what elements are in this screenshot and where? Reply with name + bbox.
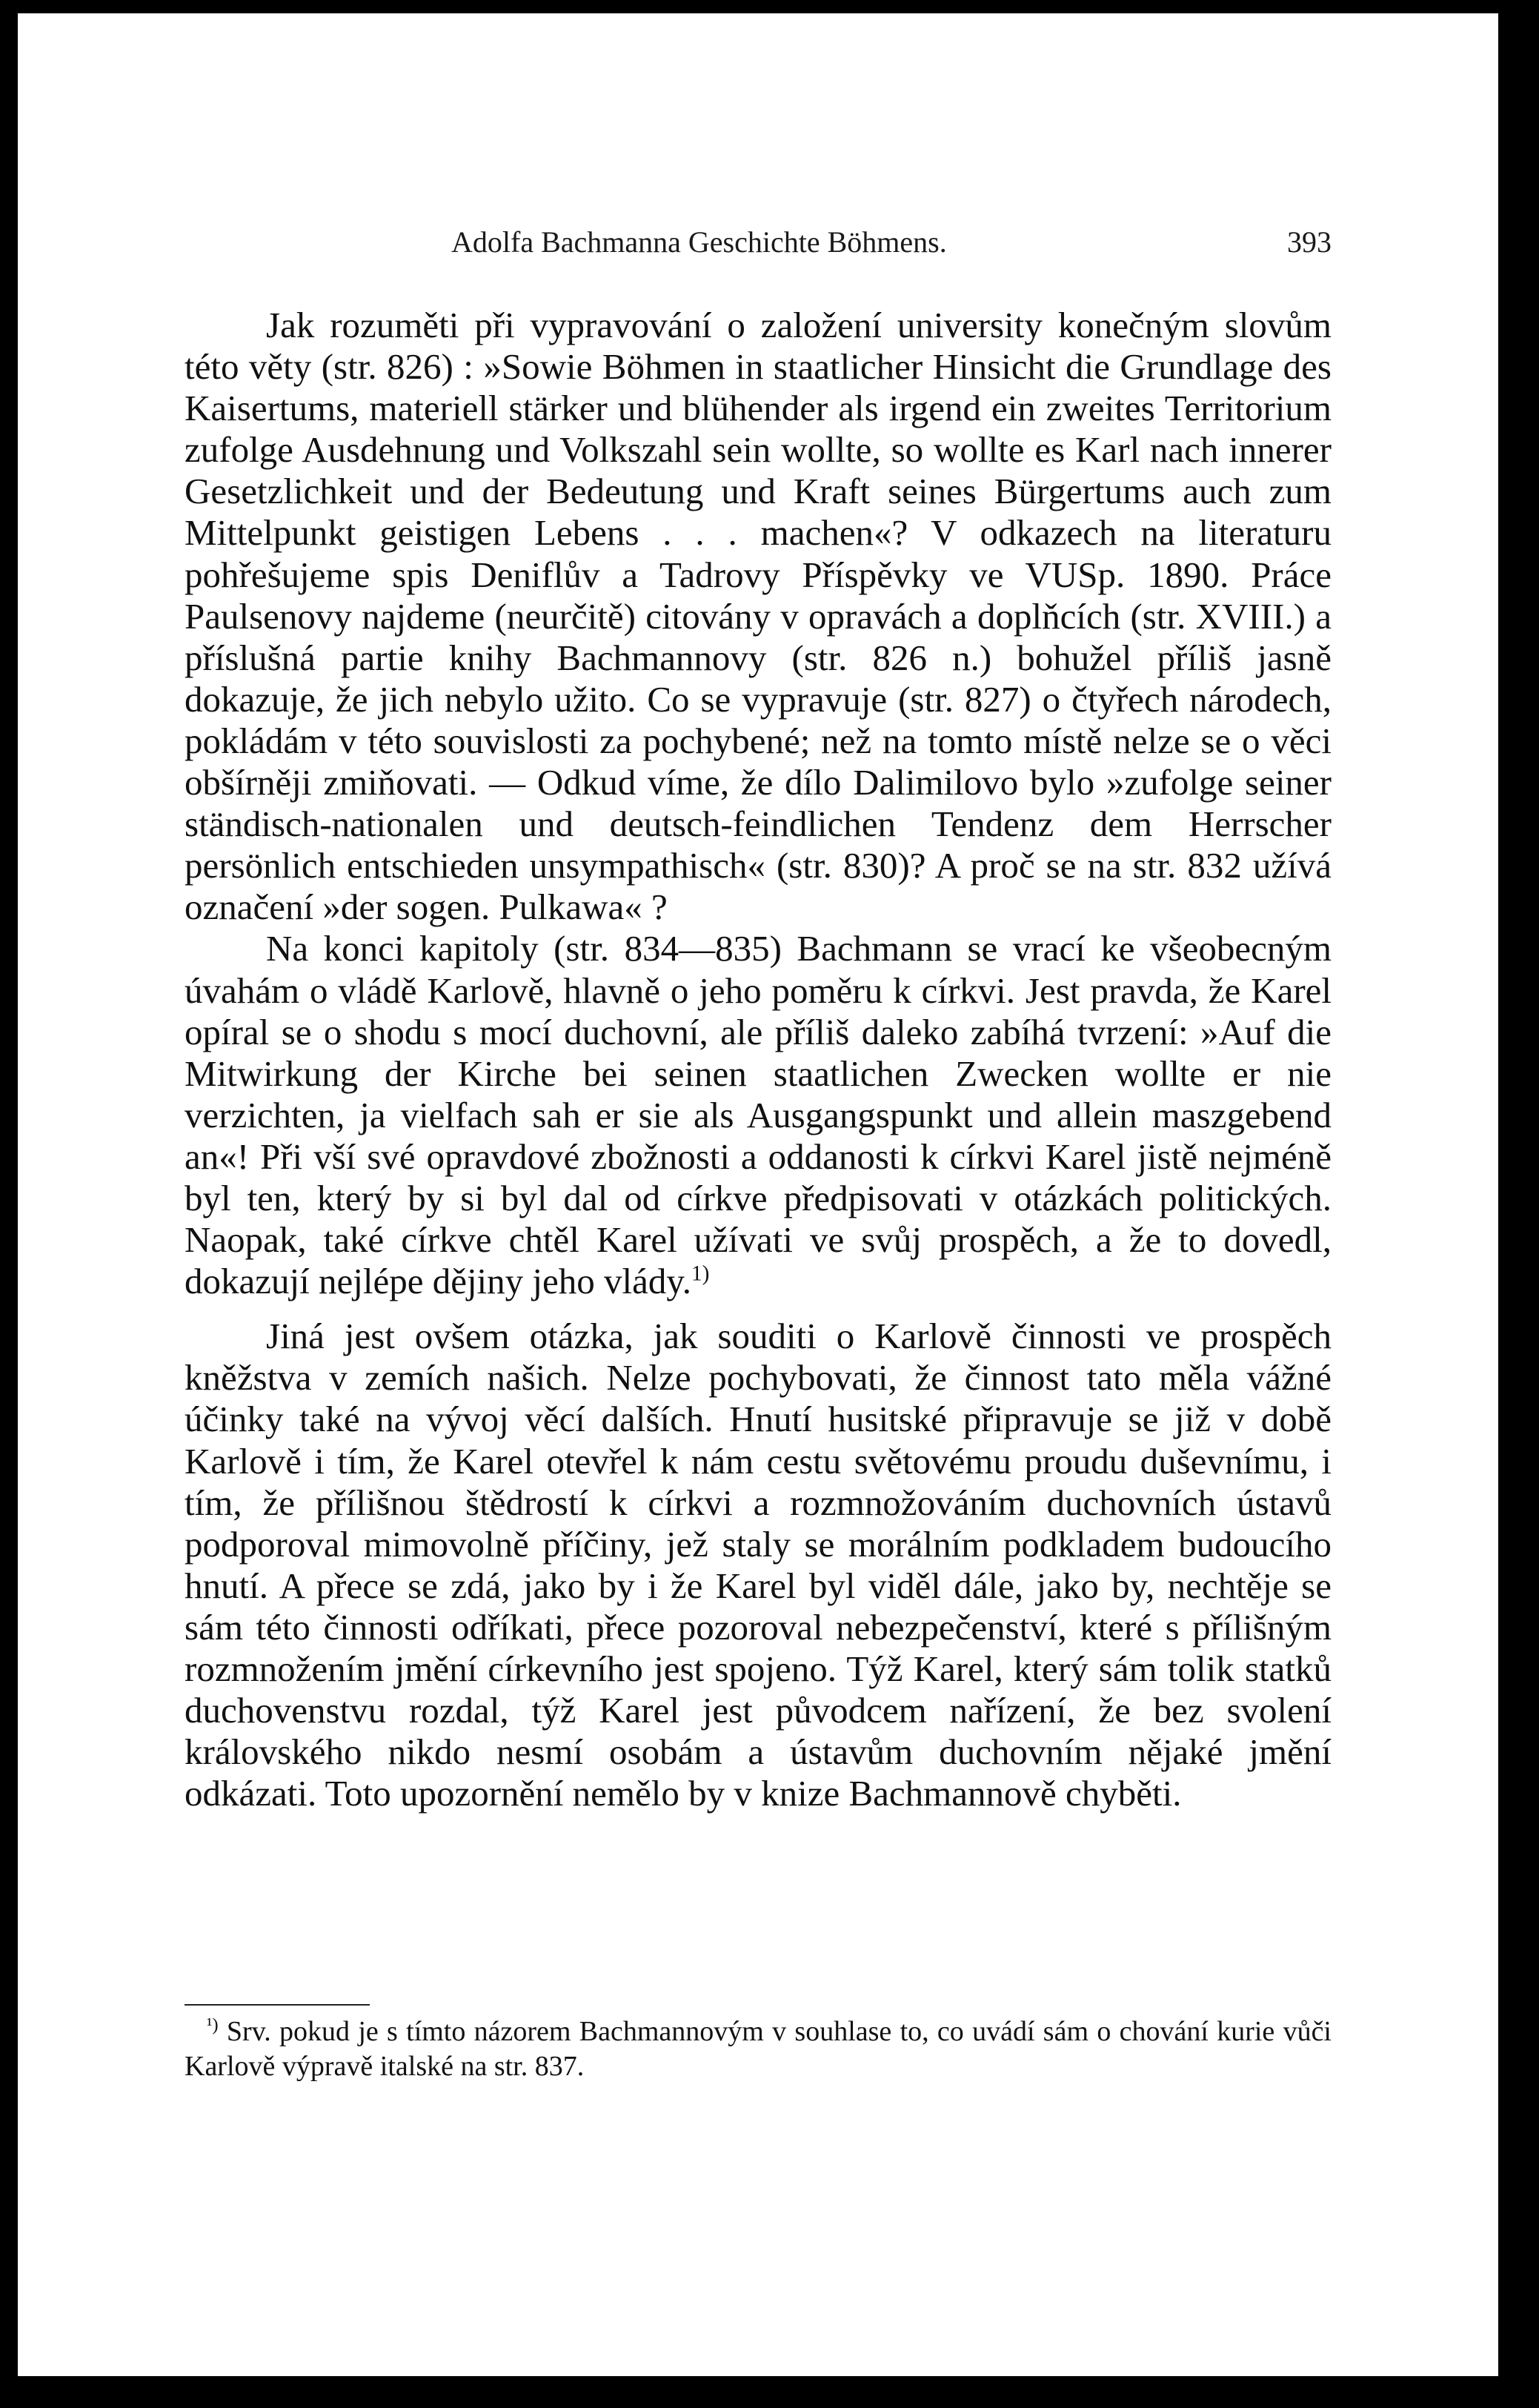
footnote-marker: ¹): [207, 2014, 219, 2035]
page-number: 393: [1287, 225, 1332, 259]
scanned-page: [18, 13, 1498, 2376]
footnote: [185, 2014, 1332, 2084]
footnotes: [185, 2014, 1332, 2084]
footnote-text: Srv. pokud je s tímto názorem Bachmannovým v souhlase to, co uvádí sám o chování kurie vůči Karlově výpravě italské na str. 837.: [185, 2016, 1332, 2082]
paragraph: Jak rozuměti při vypravování o založení university konečným slovům této věty (str. 826) : »Sowie Böhmen in staatlicher Hinsicht die Grundlage des Kaisertums, materiell stärker und blühender als irgend ein zweites Territorium zufolge Ausdehnung und Volkszahl sein wollte, so wollte es Karl nach innerer Gesetzlichkeit und der Bedeutung und Kraft seines Bürgertums auch zum Mittelpunkt geistigen Lebens . . . machen«? V odkazech na literaturu pohřešujeme spis Deniflův a Tadrovy Příspěvky ve VUSp. 1890. Práce Paulsenovy najdeme (neurčitě) citovány v opravách a doplňcích (str. XVIII.) a příslušná partie knihy Bachmannovy (str. 826 n.) bohužel příliš jasně dokazuje, že jich nebylo užito. Co se vypravuje (str. 827) o čtyřech národech, pokládám v této souvislosti za pochybené; než na tomto místě nelze se o věci obšírněji zmiňovati. — Odkud víme, že dílo Dalimilovo bylo »zufolge seiner ständisch-nationalen und deutsch-feindlichen Tendenz dem Herrscher persönlich entschieden unsympathisch« (str. 830)? A proč se na str. 832 užívá označení »der sogen. Pulkawa« ?: [185, 305, 1332, 928]
footnote-separator: [185, 2004, 370, 2006]
paragraph-text: Na konci kapitoly (str. 834—835) Bachmann se vrací ke všeobecným úvahám o vládě Karlově, hlavně o jeho poměru k církvi. Jest pravda, že Karel opíral se o shodu s mocí duchovní, ale příliš daleko zabíhá tvrzení: »Auf die Mitwirkung der Kirche bei seinen staatlichen Zwecken wollte er nie verzichten, ja vielfach sah er sie als Ausgangspunkt und allein maszgebend an«! Při vší své opravdové zbožnosti a oddanosti k církvi Karel jistě nejméně byl ten, který by si byl dal od církve předpisovati v otázkách politických. Naopak, také církve chtěl Karel užívati ve svůj prospěch, a že to dovedl, dokazují nejlépe dějiny jeho vlády.: [185, 928, 1332, 1302]
running-head: [451, 225, 1332, 269]
paragraph: Jiná jest ovšem otázka, jak souditi o Karlově činnosti ve prospěch kněžstva v zemích našich. Nelze pochybovati, že činnost tato měla vážné účinky také na vývoj věcí dalších. Hnutí husitské připravuje se již v době Karlově i tím, že Karel otevřel k nám cestu světovému proudu duševnímu, i tím, že přílišnou štědrostí k církvi a rozmnožováním duchovních ústavů podporoval mimovolně příčiny, jež staly se morálním podkladem budoucího hnutí. A přece se zdá, jako by i že Karel byl viděl dále, jako by, nechtěje se sám této činnosti odříkati, přece pozoroval nebezpečenství, které s přílišným rozmnožením jmění církevního jest spojeno. Týž Karel, který sám tolik statků duchovenstvu rozdal, týž Karel jest původcem nařízení, že bez svolení královského nikdo nesmí osobám a ústavům duchovním nějaké jmění odkázati. Toto upozornění nemělo by v knize Bachmannově chyběti.: [185, 1316, 1332, 1814]
paragraph: [185, 928, 1332, 1302]
body-text: [185, 305, 1332, 1814]
running-title: Adolfa Bachmanna Geschichte Böhmens.: [451, 225, 947, 259]
footnote-reference: 1): [691, 1261, 710, 1286]
